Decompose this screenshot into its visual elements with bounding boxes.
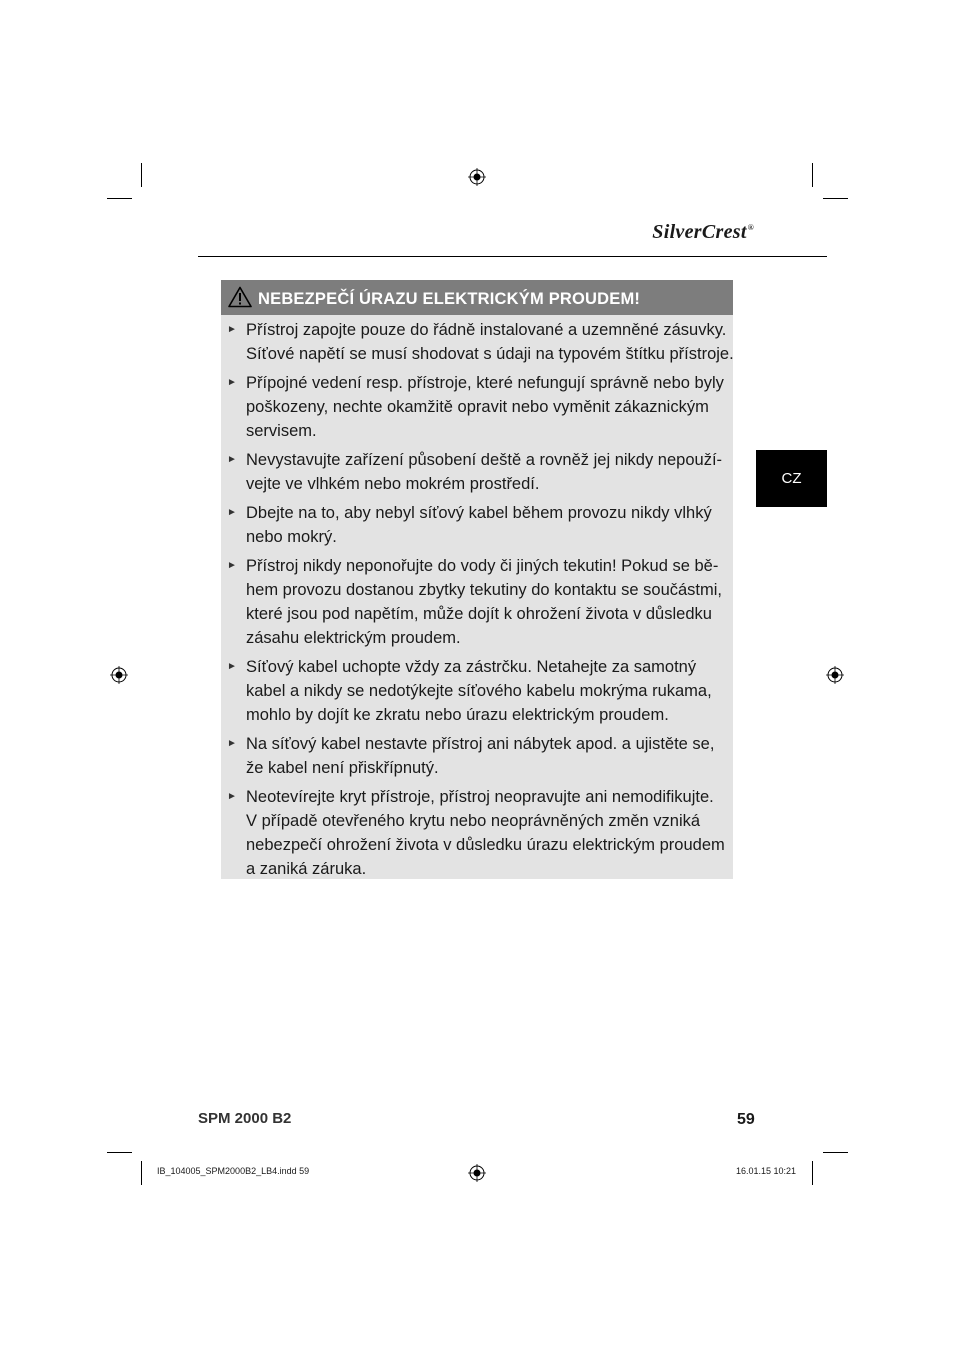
list-item [221,785,733,881]
arrow-bullet-icon: ► [227,560,237,571]
warning-list [221,318,733,886]
slug-date: 16.01.15 10:21 [736,1166,797,1176]
list-item-line: Přístroj nikdy neponořujte do vody či jiných tekutin! Pokud se bě- [246,557,719,575]
registration-mark-icon [468,168,486,186]
model-number: SPM 2000 B2 [198,1110,292,1127]
list-item-line: Dbejte na to, aby nebyl síťový kabel během provozu nikdy vlhký [246,504,712,522]
arrow-bullet-icon: ► [227,791,237,802]
registration-mark-icon [826,666,844,684]
warning-triangle-icon [228,286,252,308]
list-item-line: Nevystavujte zařízení působení deště a rovněž jej nikdy nepouží- [246,451,723,469]
page-number: 59 [737,1111,755,1128]
arrow-bullet-icon: ► [227,738,237,749]
arrow-bullet-icon: ► [227,377,237,388]
list-item-line: Na síťový kabel nestavte přístroj ani nábytek apod. a ujistěte se, [246,735,715,753]
list-item-line: vejte ve vlhkém nebo mokrém prostředí. [246,475,540,493]
warning-header [221,280,733,315]
warning-title: NEBEZPEČÍ ÚRAZU ELEKTRICKÝM PROUDEM! [258,290,641,308]
list-item-line: zásahu elektrickým proudem. [246,629,461,647]
brand-logo: SilverCrest® [652,221,754,243]
arrow-bullet-icon: ► [227,324,237,335]
crop-mark [141,163,142,187]
list-item [221,448,733,496]
list-item-line: V případě otevřeného krytu nebo neoprávněných změn vzniká [246,812,701,830]
list-item [221,501,733,549]
list-item-line: servisem. [246,422,317,440]
list-item-line: mohlo by dojít ke zkratu nebo úrazu elektrickým proudem. [246,706,669,724]
header-rule [198,256,827,257]
list-item [221,318,733,366]
list-item-line: nebezpečí ohrožení života v důsledku úrazu elektrickým proudem [246,836,725,854]
list-item-line: poškozeny, nechte okamžitě opravit nebo vyměnit zákaznickým [246,398,709,416]
language-tab: CZ [756,450,827,507]
crop-mark [812,1161,813,1185]
list-item-line: že kabel není přiskřípnutý. [246,759,439,777]
crop-mark [107,198,132,199]
crop-mark [107,1152,132,1153]
list-item-line: Síťové napětí se musí shodovat s údaji na typovém štítku přístroje. [246,345,734,363]
list-item [221,732,733,780]
list-item [221,554,733,650]
list-item-line: Přípojné vedení resp. přístroje, které nefungují správně nebo byly [246,374,724,392]
list-item-line: a zaniká záruka. [246,860,367,878]
list-item-line: nebo mokrý. [246,528,337,546]
crop-mark [141,1161,142,1185]
arrow-bullet-icon: ► [227,507,237,518]
arrow-bullet-icon: ► [227,454,237,465]
list-item-line: hem provozu dostanou zbytky tekutiny do kontaktu se součástmi, [246,581,723,599]
registration-mark-icon [110,666,128,684]
crop-mark [812,163,813,187]
crop-mark [823,198,848,199]
arrow-bullet-icon: ► [227,661,237,672]
list-item-line: které jsou pod napětím, může dojít k ohrožení života v důsledku [246,605,712,623]
list-item [221,371,733,443]
list-item-line: Přístroj zapojte pouze do řádně instalované a uzemněné zásuvky. [246,321,727,339]
list-item-line: Neotevírejte kryt přístroje, přístroj neopravujte ani nemodifikujte. [246,788,714,806]
warning-box [221,280,733,879]
slug-file: IB_104005_SPM2000B2_LB4.indd 59 [157,1166,310,1176]
list-item-line: Síťový kabel uchopte vždy za zástrčku. Netahejte za samotný [246,658,697,676]
registration-mark-icon [468,1164,486,1182]
list-item-line: kabel a nikdy se nedotýkejte síťového kabelu mokrýma rukama, [246,682,712,700]
crop-mark [823,1152,848,1153]
list-item [221,655,733,727]
